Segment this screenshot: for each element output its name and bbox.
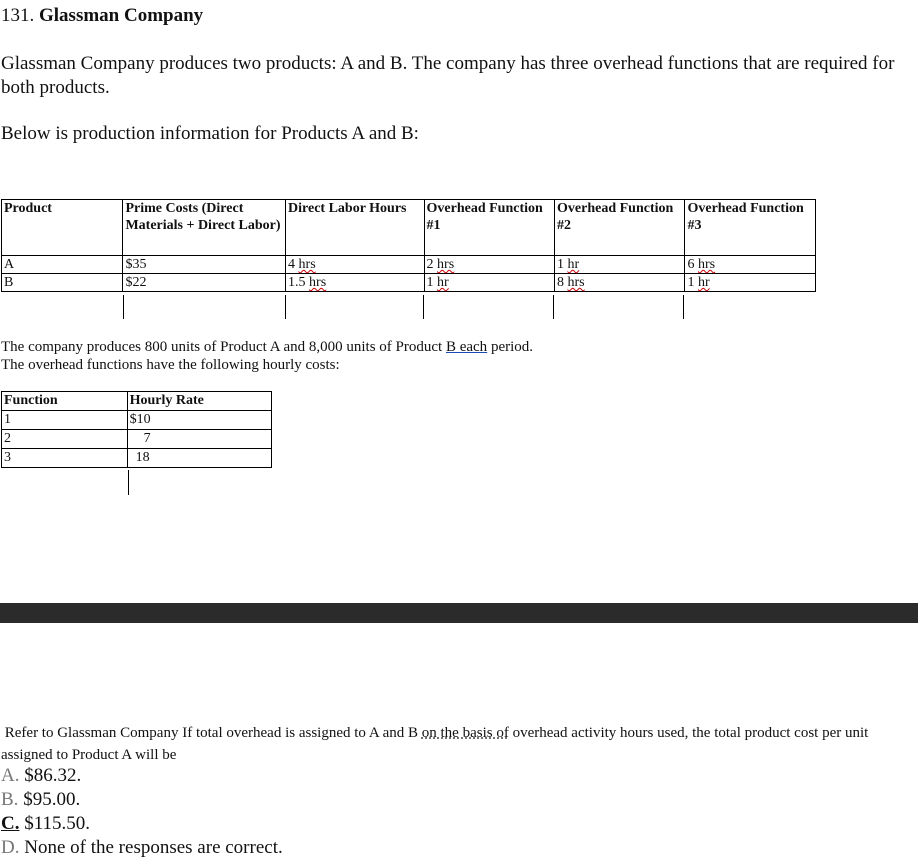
cell-unit: hrs xyxy=(309,275,327,290)
option-letter: A. xyxy=(1,765,20,786)
cell-prime: $35 xyxy=(123,256,286,274)
option-a[interactable] xyxy=(1,764,283,788)
header-direct-labor-hours: Direct Labor Hours xyxy=(286,200,425,256)
cell-value: 1 xyxy=(687,275,695,290)
table-row xyxy=(2,411,272,430)
question-text xyxy=(1,722,913,766)
question-text-post: overhead activity hours used, the total product cost per unit assigned to Product A will be xyxy=(1,725,869,763)
cell-unit: hr xyxy=(437,275,449,290)
hourly-rate-table xyxy=(1,391,272,468)
table-divider xyxy=(128,470,129,495)
header-overhead-function-2: Overhead Function #2 xyxy=(555,200,685,256)
cell-unit: hr xyxy=(567,257,580,272)
answer-options xyxy=(1,764,283,860)
cell-function: 1 xyxy=(2,411,128,430)
table-row xyxy=(2,449,272,468)
rate-table-header xyxy=(2,392,272,411)
cell-unit: hrs xyxy=(298,257,316,272)
cell-unit: hrs xyxy=(697,257,716,272)
production-paragraph xyxy=(1,338,533,374)
option-text: None of the responses are correct. xyxy=(24,837,283,858)
cell-rate: 7 xyxy=(127,430,271,449)
table-row xyxy=(2,274,816,292)
cell-unit: hr xyxy=(697,275,710,290)
header-hourly-rate: Hourly Rate xyxy=(127,392,271,411)
cell-f2 xyxy=(555,256,685,274)
option-text: $115.50. xyxy=(24,813,91,834)
cell-unit: hrs xyxy=(437,257,455,272)
question-heading xyxy=(1,5,203,27)
table-divider xyxy=(423,295,424,319)
option-text: $95.00. xyxy=(23,789,81,810)
question-text-pre: Refer to Glassman Company If total overhead is assigned to A and B xyxy=(4,725,422,741)
cell-dlh xyxy=(286,274,425,292)
cell-f2 xyxy=(555,274,685,292)
cell-value: 2 xyxy=(426,257,434,272)
table-row xyxy=(2,256,816,274)
production-table-header xyxy=(2,200,816,256)
option-d[interactable] xyxy=(1,836,283,860)
hourly-costs-line: The overhead functions have the following hourly costs: xyxy=(1,357,340,373)
section-divider-bar xyxy=(0,603,918,623)
header-overhead-function-3: Overhead Function #3 xyxy=(685,200,816,256)
cell-prime: $22 xyxy=(123,274,286,292)
option-b[interactable] xyxy=(1,788,283,812)
option-text: $86.32. xyxy=(24,765,82,786)
cell-dlh xyxy=(286,256,425,274)
cell-value: 6 xyxy=(687,257,695,272)
option-c[interactable] xyxy=(1,812,283,836)
cell-product: B xyxy=(2,274,123,292)
table-divider xyxy=(553,295,554,319)
cell-value: 1 xyxy=(426,275,434,290)
cell-rate: 18 xyxy=(127,449,271,468)
cell-function: 3 xyxy=(2,449,128,468)
table-divider xyxy=(683,295,684,319)
table-row xyxy=(2,430,272,449)
company-title: Glassman Company xyxy=(39,5,204,26)
cell-value: 1.5 xyxy=(288,275,306,290)
cell-unit: hrs xyxy=(567,275,585,290)
units-text-pre: The company produces 800 units of Product A and 8,000 units of Product xyxy=(1,339,446,355)
production-table xyxy=(1,199,816,292)
question-text-dotted: on the basis of xyxy=(421,725,509,741)
units-line xyxy=(1,338,533,356)
question-number: 131. xyxy=(1,5,35,26)
cell-rate: $10 xyxy=(127,411,271,430)
cell-f1 xyxy=(424,274,554,292)
option-letter: C. xyxy=(1,813,20,834)
cell-product: A xyxy=(2,256,123,274)
header-prime-costs: Prime Costs (Direct Materials + Direct Labor) xyxy=(123,200,286,256)
cell-value: 1 xyxy=(557,257,564,272)
option-letter: D. xyxy=(1,837,20,858)
units-text-post: period. xyxy=(487,339,534,355)
table-divider xyxy=(285,295,286,319)
cell-f3 xyxy=(685,256,816,274)
units-text-link: B each xyxy=(445,339,488,355)
header-product: Product xyxy=(2,200,123,256)
cell-f3 xyxy=(685,274,816,292)
cell-value: 8 xyxy=(557,275,564,290)
intro-paragraph: Glassman Company produces two products: A and B. The company has three overhead functions that are required for both products. xyxy=(1,53,895,98)
header-overhead-function-1: Overhead Function #1 xyxy=(424,200,554,256)
cell-function: 2 xyxy=(2,430,128,449)
table-divider xyxy=(123,295,124,319)
cell-f1 xyxy=(424,256,554,274)
option-letter: B. xyxy=(1,789,19,810)
cell-value: 4 xyxy=(288,257,296,272)
below-text: Below is production information for Products A and B: xyxy=(1,123,419,144)
header-function: Function xyxy=(2,392,128,411)
